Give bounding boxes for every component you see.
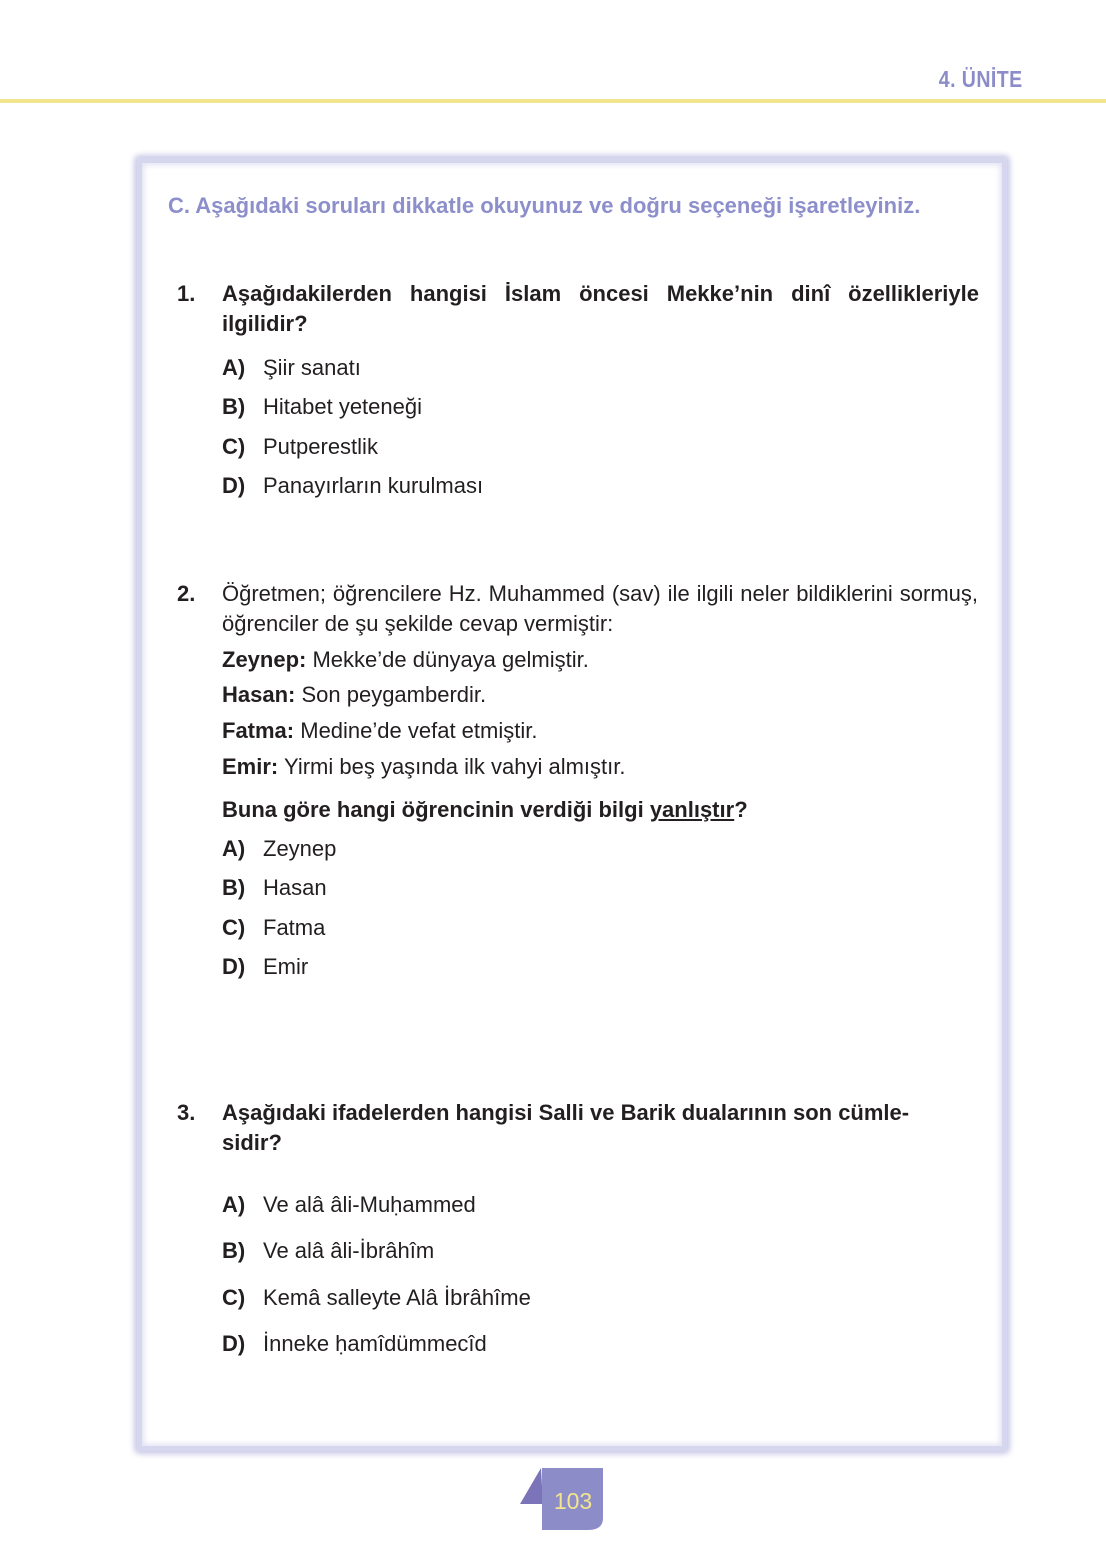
option-text: Şiir sanatı [263,355,361,380]
q2-option-d[interactable] [222,952,308,982]
option-letter: D) [222,954,246,979]
prompt-text: Buna göre hangi öğrencinin verdiği bilgi [222,797,650,822]
instruction: C. Aşağıdaki soruları dikkatle okuyunuz ve doğru seçeneği işaretleyiniz. [168,193,921,218]
statement-text: Mekke’de dünyaya gelmiştir. [306,647,589,672]
option-text: İnneke ḥamîdümmecîd [263,1331,487,1356]
q2-option-b[interactable] [222,873,327,903]
student-name: Fatma: [222,718,295,743]
q3-option-d[interactable] [222,1329,487,1359]
prompt-underlined: yanlıştır [649,797,735,822]
option-letter: A) [222,355,246,380]
option-letter: C) [222,1285,246,1310]
q3-option-b[interactable] [222,1236,434,1266]
statement-zeynep [222,645,589,675]
statement-hasan [222,680,486,710]
q1-option-a[interactable] [222,353,361,383]
option-letter: A) [222,836,246,861]
statement-emir [222,752,625,782]
option-text: Hasan [263,875,327,900]
question-1-number: 1. [177,281,196,306]
header-rule [0,99,1106,103]
question-2-text: Öğretmen; öğrencilere Hz. Muhammed (sav) ile ilgili neler bildiklerini sormuş, öğrenciler de şu şekilde cevap vermiştir: [222,581,978,636]
option-letter: D) [222,1331,246,1356]
student-name: Hasan: [222,682,296,707]
option-letter: B) [222,394,246,419]
statement-fatma [222,716,537,746]
option-letter: B) [222,875,246,900]
option-letter: C) [222,434,246,459]
option-text: Hitabet yeteneği [263,394,422,419]
q3-option-c[interactable] [222,1283,531,1313]
student-name: Emir: [222,754,279,779]
option-text: Panayırların kurulması [263,473,484,498]
question-3-text: Aşağıdaki ifadelerden hangisi Salli ve Barik dualarının son cümle-sidir? [222,1100,910,1155]
statement-text: Yirmi beş yaşında ilk vahyi almıştır. [278,754,626,779]
page-number: 103 [553,1488,593,1514]
student-name: Zeynep: [222,647,307,672]
statement-text: Son peygamberdir. [295,682,487,707]
option-text: Zeynep [263,836,337,861]
question-3-number: 3. [177,1100,196,1125]
option-text: Ve alâ âli-İbrâhîm [263,1238,435,1263]
option-letter: A) [222,1192,246,1217]
option-text: Kemâ salleyte Alâ İbrâhîme [263,1285,531,1310]
option-letter: C) [222,915,246,940]
q3-option-a[interactable] [222,1190,476,1220]
option-letter: D) [222,473,246,498]
option-letter: B) [222,1238,246,1263]
question-1-text: Aşağıdakilerden hangisi İslam öncesi Mekke’nin dinî özellikleriyle ilgilidir? [222,281,979,336]
question-2-prompt [222,795,748,825]
question-2-number: 2. [177,581,196,606]
q2-option-c[interactable] [222,913,325,943]
option-text: Ve alâ âli-Muḥammed [263,1192,476,1217]
q1-option-b[interactable] [222,392,422,422]
option-text: Fatma [263,915,326,940]
q1-option-c[interactable] [222,432,378,462]
prompt-end: ? [734,797,748,822]
q1-option-d[interactable] [222,471,483,501]
option-text: Emir [263,954,309,979]
q2-option-a[interactable] [222,834,336,864]
statement-text: Medine’de vefat etmiştir. [294,718,538,743]
unit-label: 4. ÜNİTE [939,66,1023,92]
option-text: Putperestlik [263,434,378,459]
